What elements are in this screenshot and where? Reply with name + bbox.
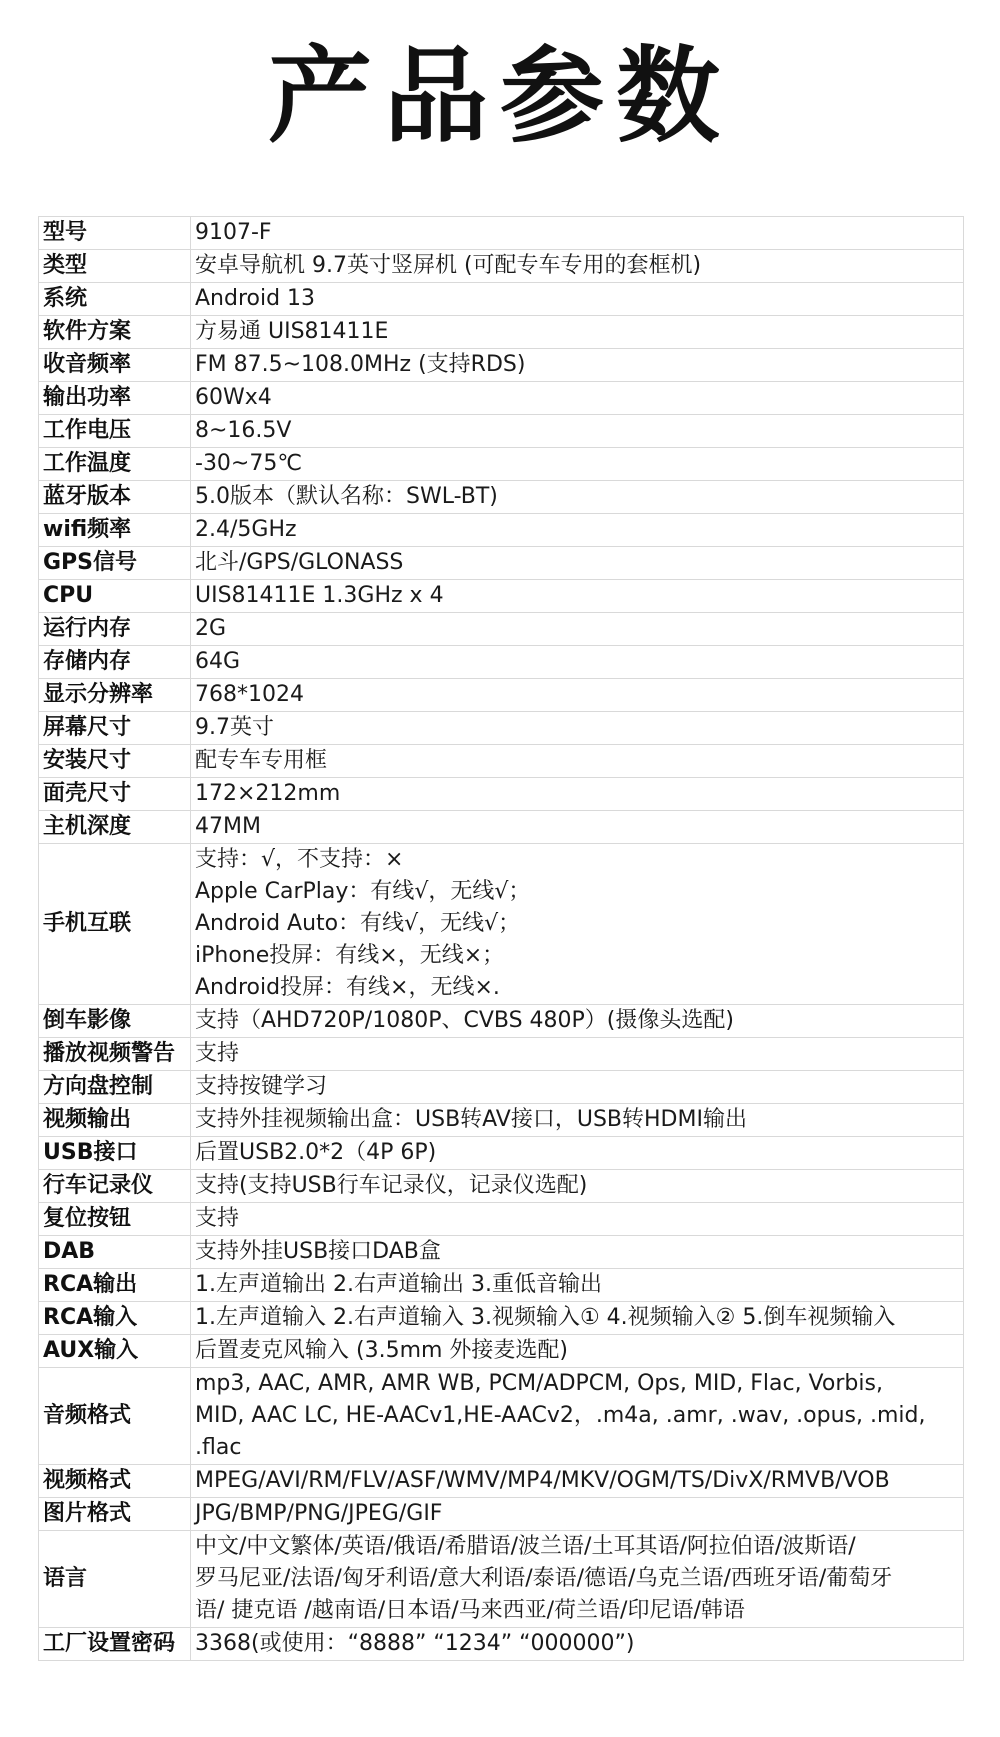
spec-label: 型号 [39,217,191,250]
spec-value-line: 2G [195,616,227,641]
spec-value-line: 后置USB2.0*2（4P 6P) [195,1140,437,1165]
table-row [39,1203,964,1236]
spec-value [191,1368,964,1465]
spec-value [191,448,964,481]
spec-value [191,1335,964,1368]
table-row [39,1137,964,1170]
spec-value-line: 中文/中文繁体/英语/俄语/希腊语/波兰语/土耳其语/阿拉伯语/波斯语/ [195,1534,856,1559]
table-row [39,514,964,547]
spec-label: RCA输入 [39,1302,191,1335]
spec-value [191,1104,964,1137]
spec-value-line: 768*1024 [195,682,304,707]
table-row [39,481,964,514]
spec-value [191,415,964,448]
spec-value [191,1203,964,1236]
table-row [39,1170,964,1203]
spec-value-line: 9.7英寸 [195,715,274,740]
table-row [39,811,964,844]
spec-label: 工作温度 [39,448,191,481]
spec-label: 复位按钮 [39,1203,191,1236]
spec-value [191,580,964,613]
table-row [39,1038,964,1071]
spec-value-line: 3368(或使用：“8888” “1234” “000000”) [195,1631,635,1656]
spec-value-line: 8~16.5V [195,418,292,443]
spec-value-line: MPEG/AVI/RM/FLV/ASF/WMV/MP4/MKV/OGM/TS/DivX/RMVB/VOB [195,1468,890,1493]
spec-value-line: 9107-F [195,220,272,245]
table-row [39,745,964,778]
table-row [39,1335,964,1368]
spec-value [191,811,964,844]
spec-label: 图片格式 [39,1498,191,1531]
spec-label: 面壳尺寸 [39,778,191,811]
spec-label: 手机互联 [39,844,191,1005]
spec-label: RCA输出 [39,1269,191,1302]
spec-value-line: 支持(支持USB行车记录仪，记录仪选配) [195,1173,588,1198]
spec-value-line: iPhone投屏：有线×，无线×； [195,943,505,968]
spec-value-line: 5.0版本（默认名称：SWL-BT) [195,484,498,509]
table-row [39,283,964,316]
table-row [39,580,964,613]
spec-value-line: mp3, AAC, AMR, AMR WB, PCM/ADPCM, Ops, MID, Flac, Vorbis, [195,1371,883,1396]
spec-label: 视频格式 [39,1465,191,1498]
table-row [39,844,964,1005]
table-row [39,1005,964,1038]
spec-label: 音频格式 [39,1368,191,1465]
spec-value-line: 支持 [195,1206,240,1231]
spec-value [191,1465,964,1498]
spec-label: USB接口 [39,1137,191,1170]
spec-value [191,712,964,745]
spec-value [191,745,964,778]
spec-value-line: MID, AAC LC, HE-AACv1,HE-AACv2，.m4a, .amr, .wav, .opus, .mid, [195,1403,926,1428]
spec-value-line: Android Auto：有线√，无线√； [195,911,521,936]
table-row [39,250,964,283]
spec-value-line: 方易通 UIS81411E [195,319,389,344]
table-row [39,1498,964,1531]
table-row [39,1236,964,1269]
table-row [39,415,964,448]
spec-value [191,1269,964,1302]
spec-value [191,1531,964,1628]
spec-label: 屏幕尺寸 [39,712,191,745]
spec-label: 倒车影像 [39,1005,191,1038]
spec-value-line: 47MM [195,814,261,839]
spec-value [191,1302,964,1335]
page-title: 产品参数 [267,35,732,157]
spec-value [191,778,964,811]
spec-label: 播放视频警告 [39,1038,191,1071]
spec-label: 行车记录仪 [39,1170,191,1203]
table-row [39,547,964,580]
table-row [39,448,964,481]
spec-value [191,547,964,580]
table-row [39,1302,964,1335]
spec-label: 视频输出 [39,1104,191,1137]
spec-label: DAB [39,1236,191,1269]
spec-value [191,646,964,679]
spec-value [191,1038,964,1071]
table-row [39,349,964,382]
spec-value-line: 支持：√，不支持：× [195,847,404,872]
table-row [39,1368,964,1465]
spec-table-body [39,217,964,1661]
spec-value-line: 罗马尼亚/法语/匈牙利语/意大利语/泰语/德语/乌克兰语/西班牙语/葡萄牙 [195,1566,893,1591]
spec-label: 方向盘控制 [39,1071,191,1104]
table-row [39,1465,964,1498]
table-row [39,679,964,712]
spec-value-line: 60Wx4 [195,385,272,410]
table-row [39,1628,964,1661]
spec-label: 工作电压 [39,415,191,448]
spec-label: 收音频率 [39,349,191,382]
spec-value [191,1137,964,1170]
spec-value [191,481,964,514]
spec-label: 软件方案 [39,316,191,349]
spec-value-line: 支持按键学习 [195,1074,328,1099]
table-row [39,1104,964,1137]
spec-label: GPS信号 [39,547,191,580]
spec-label: 主机深度 [39,811,191,844]
spec-value-line: 172×212mm [195,781,341,806]
spec-value [191,1005,964,1038]
spec-value [191,316,964,349]
table-row [39,217,964,250]
spec-label: 类型 [39,250,191,283]
spec-label: 输出功率 [39,382,191,415]
spec-value [191,1628,964,1661]
spec-label: 蓝牙版本 [39,481,191,514]
spec-value-line: 语/ 捷克语 /越南语/日本语/马来西亚/荷兰语/印尼语/韩语 [195,1598,745,1623]
spec-label: AUX输入 [39,1335,191,1368]
spec-value [191,514,964,547]
spec-value-line: 支持外挂视频输出盒：USB转AV接口，USB转HDMI输出 [195,1107,747,1132]
table-row [39,1269,964,1302]
spec-value-line: Android投屏：有线×，无线×. [195,975,500,1000]
spec-label: wifi频率 [39,514,191,547]
spec-label: 运行内存 [39,613,191,646]
table-row [39,712,964,745]
spec-value-line: UIS81411E 1.3GHz x 4 [195,583,444,608]
spec-value [191,250,964,283]
spec-value [191,613,964,646]
spec-label: 系统 [39,283,191,316]
spec-value [191,844,964,1005]
table-row [39,646,964,679]
spec-value-line: 北斗/GPS/GLONASS [195,550,404,575]
spec-value [191,1498,964,1531]
spec-value-line: 1.左声道输出 2.右声道输出 3.重低音输出 [195,1272,602,1297]
spec-value-line: 1.左声道输入 2.右声道输入 3.视频输入① 4.视频输入② 5.倒车视频输入 [195,1305,896,1330]
spec-value [191,1236,964,1269]
spec-value-line: 支持（AHD720P/1080P、CVBS 480P）(摄像头选配) [195,1008,734,1033]
spec-table [38,216,964,1661]
table-row [39,316,964,349]
spec-label: 显示分辨率 [39,679,191,712]
spec-value-line: 支持 [195,1041,240,1066]
spec-value-line: .flac [195,1435,242,1460]
spec-label: 存储内存 [39,646,191,679]
spec-label: 工厂设置密码 [39,1628,191,1661]
spec-value-line: FM 87.5~108.0MHz (支持RDS) [195,352,526,377]
spec-label: 语言 [39,1531,191,1628]
table-row [39,1071,964,1104]
spec-value-line: 后置麦克风输入 (3.5mm 外接麦选配) [195,1338,569,1363]
spec-value [191,283,964,316]
spec-value [191,349,964,382]
spec-value-line: -30~75℃ [195,451,303,476]
spec-value [191,679,964,712]
spec-value-line: Apple CarPlay：有线√，无线√； [195,879,531,904]
spec-label: 安装尺寸 [39,745,191,778]
spec-label: CPU [39,580,191,613]
spec-value [191,1170,964,1203]
spec-value-line: JPG/BMP/PNG/JPEG/GIF [195,1501,443,1526]
spec-value-line: 配专车专用框 [195,748,328,773]
spec-value [191,1071,964,1104]
spec-value [191,217,964,250]
table-row [39,1531,964,1628]
spec-value-line: 支持外挂USB接口DAB盒 [195,1239,441,1264]
table-row [39,613,964,646]
table-row [39,778,964,811]
spec-value [191,382,964,415]
spec-value-line: 安卓导航机 9.7英寸竖屏机 (可配专车专用的套框机) [195,253,702,278]
spec-value-line: 2.4/5GHz [195,517,297,542]
table-row [39,382,964,415]
spec-value-line: 64G [195,649,241,674]
spec-value-line: Android 13 [195,286,316,311]
